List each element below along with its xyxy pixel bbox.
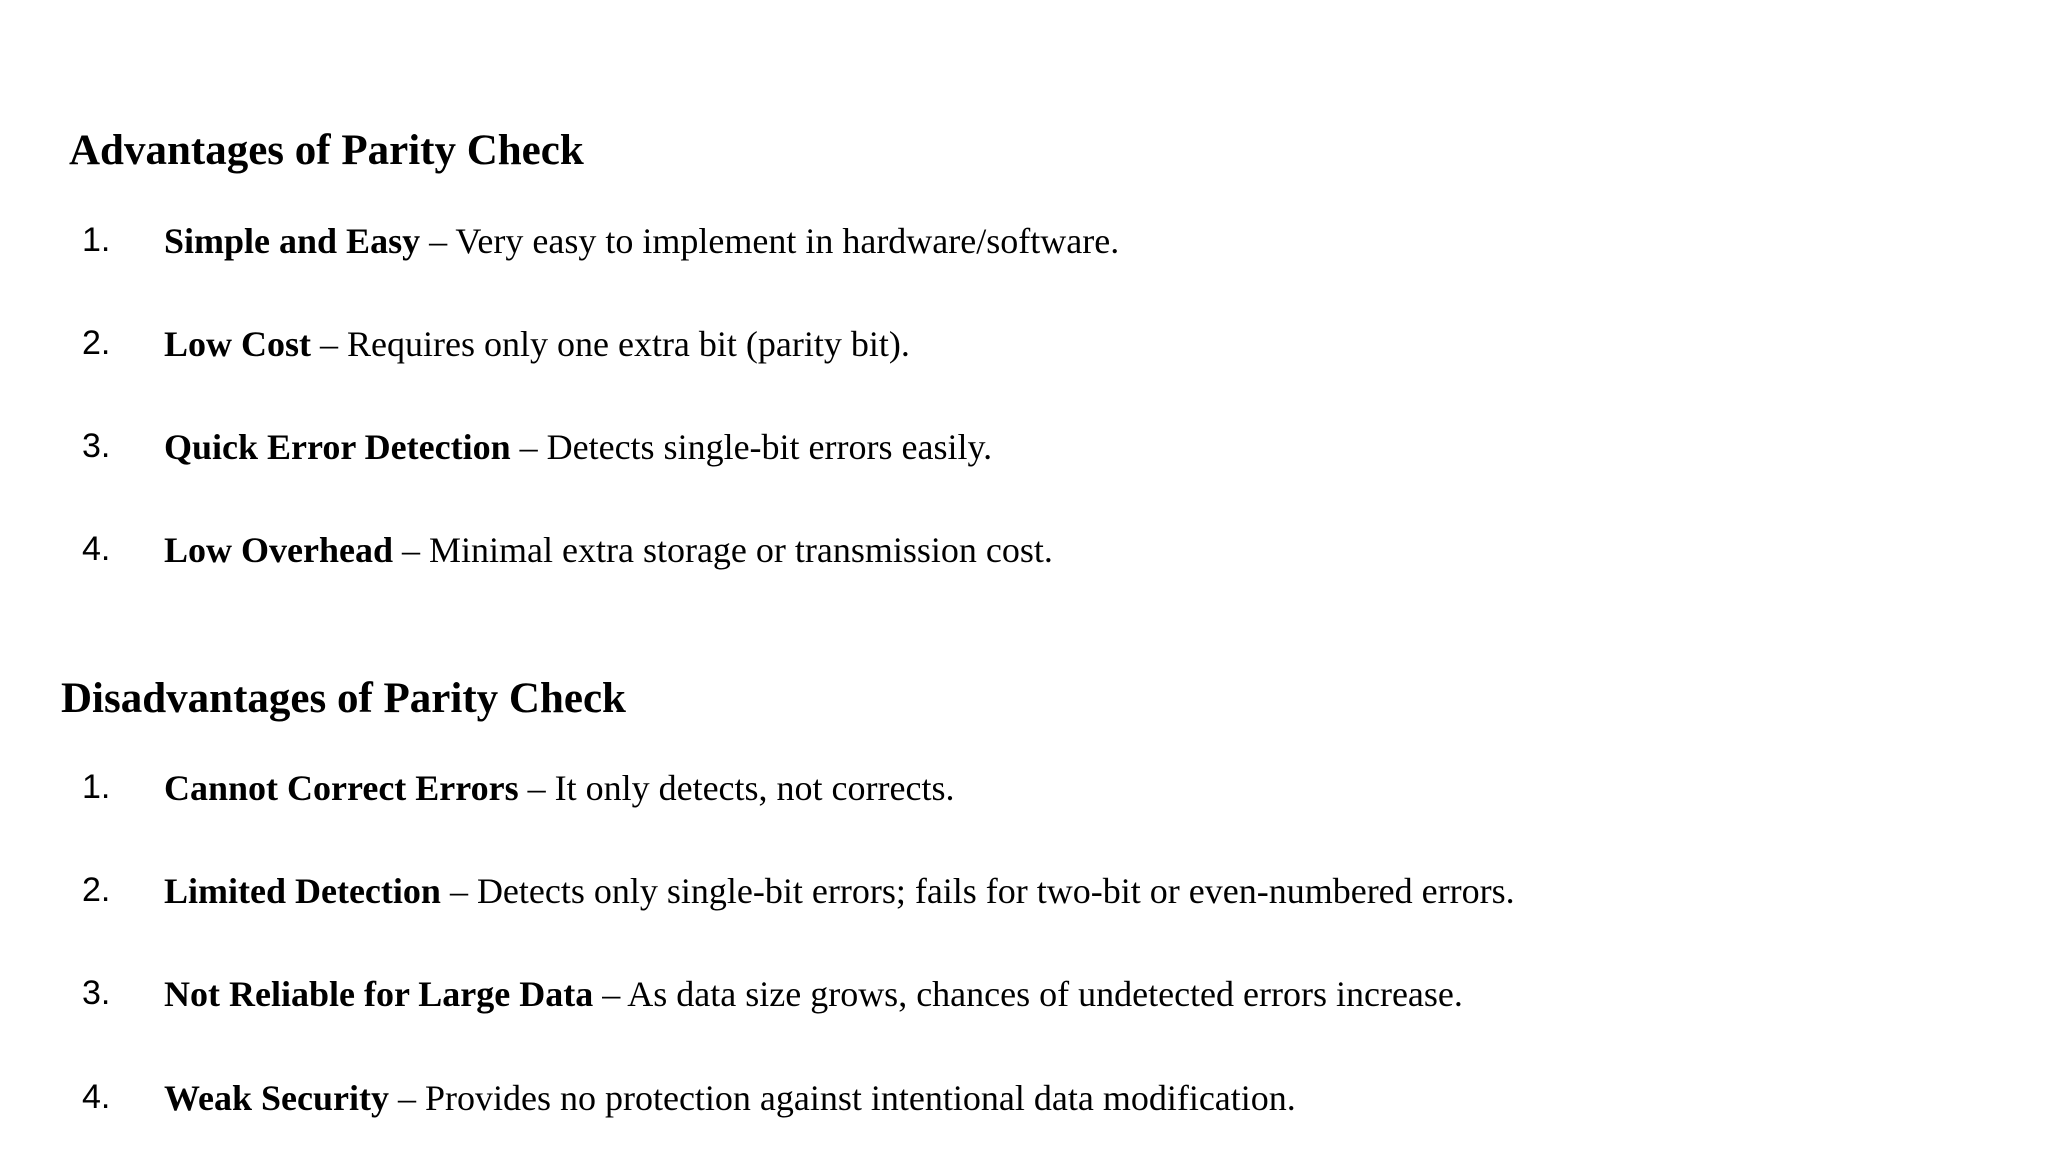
list-item-description: – Provides no protection against intentional data modification. — [388, 1078, 1296, 1118]
disadvantage-item — [0, 976, 2048, 1026]
list-number: 1. — [82, 768, 111, 806]
list-item-text — [164, 1080, 1296, 1116]
list-item-description: – Very easy to implement in hardware/software. — [420, 221, 1120, 261]
list-item-term: Limited Detection — [164, 871, 441, 911]
list-item-description: – As data size grows, chances of undetected errors increase. — [593, 974, 1463, 1014]
disadvantage-item — [0, 770, 2048, 820]
list-item-description: – It only detects, not corrects. — [518, 768, 955, 808]
list-item-description: – Requires only one extra bit (parity bit). — [311, 324, 910, 364]
list-item-term: Not Reliable for Large Data — [164, 974, 594, 1014]
list-item-text — [164, 873, 1515, 909]
list-item-term: Simple and Easy — [164, 221, 421, 261]
list-item-text — [164, 976, 1463, 1012]
disadvantages-heading: Disadvantages of Parity Check — [61, 675, 626, 722]
list-item-description: – Detects only single-bit errors; fails for two-bit or even-numbered errors. — [440, 871, 1515, 911]
advantage-item — [0, 223, 2048, 273]
disadvantage-item — [0, 1080, 2048, 1130]
list-item-term: Low Overhead — [164, 530, 393, 570]
list-item-term: Low Cost — [164, 324, 312, 364]
list-number: 4. — [82, 530, 111, 568]
advantage-item — [0, 429, 2048, 479]
list-item-term: Cannot Correct Errors — [164, 768, 519, 808]
list-item-description: – Minimal extra storage or transmission cost. — [393, 530, 1053, 570]
list-item-term: Weak Security — [164, 1078, 389, 1118]
advantages-heading: Advantages of Parity Check — [69, 127, 584, 174]
disadvantage-item — [0, 873, 2048, 923]
list-item-description: – Detects single-bit errors easily. — [510, 427, 993, 467]
list-item-text — [164, 532, 1053, 568]
list-item-text — [164, 223, 1119, 259]
list-number: 3. — [82, 974, 111, 1012]
list-number: 2. — [82, 871, 111, 909]
list-number: 2. — [82, 324, 111, 362]
list-number: 1. — [82, 221, 111, 259]
list-item-term: Quick Error Detection — [164, 427, 511, 467]
list-item-text — [164, 429, 992, 465]
list-item-text — [164, 770, 954, 806]
list-number: 4. — [82, 1078, 111, 1116]
advantage-item — [0, 532, 2048, 582]
list-number: 3. — [82, 427, 111, 465]
list-item-text — [164, 326, 910, 362]
advantage-item — [0, 326, 2048, 376]
